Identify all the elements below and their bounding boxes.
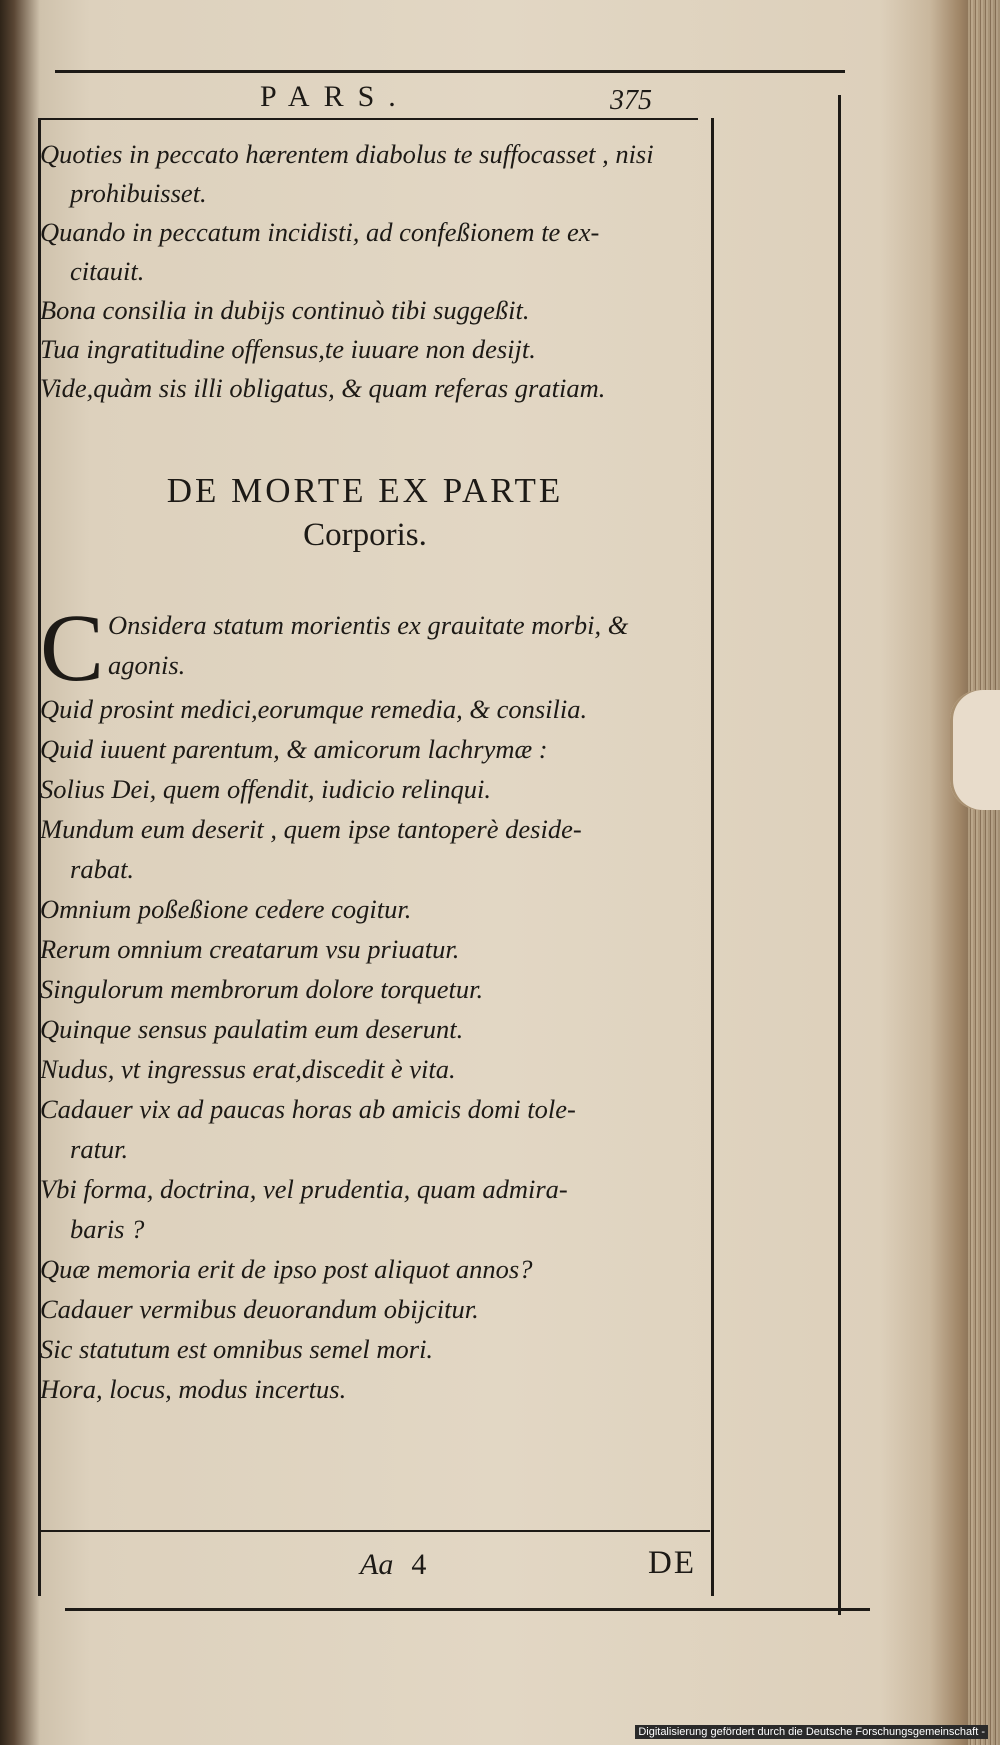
text-line: Solius Dei, quem offendit, iudicio relinqui.: [40, 774, 491, 804]
text-line: Cadauer vix ad paucas horas ab amicis domi tole-: [40, 1094, 576, 1124]
section-heading: [40, 470, 690, 558]
text-line: Hora, locus, modus incertus.: [40, 1374, 347, 1404]
footer-rule: [65, 1608, 870, 1611]
section-text-block: [40, 594, 690, 1409]
text-line: Quæ memoria erit de ipso post aliquot annos?: [40, 1254, 533, 1284]
text-line: Cadauer vermibus deuorandum obijcitur.: [40, 1294, 479, 1324]
text-line: citauit.: [70, 256, 145, 286]
text-line: prohibuisset.: [70, 178, 207, 208]
text-line: Omnium poßeßione cedere cogitur.: [40, 894, 412, 924]
text-line: Quid prosint medici,eorumque remedia, & consilia.: [40, 694, 588, 724]
text-line: Onsidera statum morientis ex grauitate morbi, &: [108, 610, 629, 640]
text-line: Nudus, vt ingressus erat,discedit è vita.: [40, 1054, 456, 1084]
page-tab: [950, 690, 1000, 810]
heading-line-2: Corporis.: [303, 517, 427, 553]
signature-letters: Aa: [360, 1548, 394, 1581]
bleed-through-rule: [838, 95, 841, 1615]
bottom-rule: [38, 1530, 710, 1532]
signature-number: 4: [411, 1548, 427, 1581]
text-line: agonis.: [108, 650, 186, 680]
top-text-block: [40, 135, 690, 408]
text-line: baris ?: [70, 1214, 145, 1244]
text-line: ratur.: [70, 1134, 129, 1164]
heading-line-1: DE MORTE EX PARTE: [166, 471, 564, 510]
text-line: Rerum omnium creatarum vsu priuatur.: [40, 934, 460, 964]
text-line: Mundum eum deserit , quem ipse tantoperè deside-: [40, 814, 582, 844]
running-head: PARS.: [260, 80, 410, 113]
text-line: rabat.: [70, 854, 135, 884]
text-line: Singulorum membrorum dolore torquetur.: [40, 974, 484, 1004]
text-line: Quinque sensus paulatim eum deserunt.: [40, 1014, 464, 1044]
text-line: Quoties in peccato hærentem diabolus te suffocasset , nisi: [40, 139, 654, 169]
text-line: Quando in peccatum incidisti, ad confeßionem te ex-: [40, 217, 600, 247]
text-line: Quid iuuent parentum, & amicorum lachrymæ :: [40, 734, 548, 764]
text-line: Sic statutum est omnibus semel mori.: [40, 1334, 434, 1364]
catchword: DE: [648, 1545, 696, 1581]
page-number: 375: [610, 85, 652, 116]
text-line: Vbi forma, doctrina, vel prudentia, quam admira-: [40, 1174, 568, 1204]
signature-mark: [360, 1548, 426, 1582]
drop-cap: C: [40, 594, 105, 701]
top-rule: [55, 70, 845, 73]
page-edges: [968, 0, 1000, 1745]
text-line: Vide,quàm sis illi obligatus, & quam referas gratiam.: [40, 373, 606, 403]
text-line: Bona consilia in dubijs continuò tibi suggeßit.: [40, 295, 530, 325]
digitization-credit: Digitalisierung gefördert durch die Deutsche Forschungsgemeinschaft -: [635, 1725, 988, 1739]
text-line: Tua ingratitudine offensus,te iuuare non desijt.: [40, 334, 536, 364]
